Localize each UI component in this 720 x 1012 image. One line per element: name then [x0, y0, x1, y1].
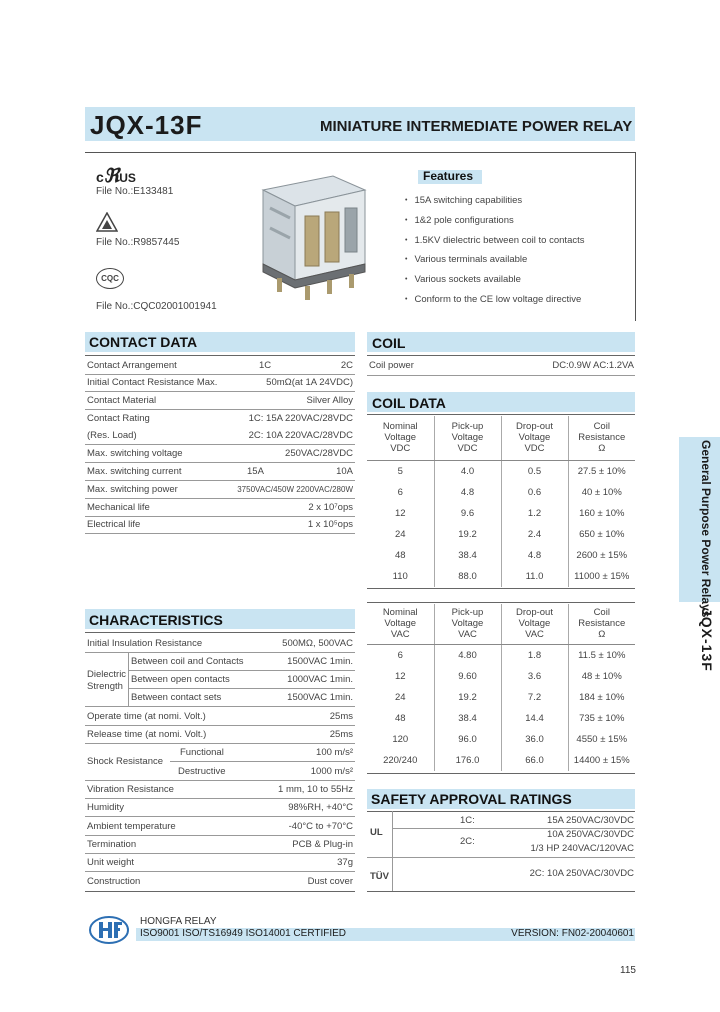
- insulation-resistance-row: Initial Insulation Resistance 500MΩ, 500VAC: [87, 638, 353, 649]
- table-row: 12 9.6 1.2 160 ± 10%: [367, 503, 635, 524]
- characteristics-title: CHARACTERISTICS: [89, 612, 223, 628]
- release-time-row: Release time (at nomi. Volt.) 25ms: [87, 729, 353, 740]
- company-name: HONGFA RELAY: [140, 916, 217, 927]
- table-row: 24 19.2 2.4 650 ± 10%: [367, 524, 635, 545]
- ul-2c-label: 2C:: [460, 836, 475, 847]
- table-row: 24 19.2 7.2 184 ± 10%: [367, 687, 635, 708]
- model-title: JQX-13F: [90, 110, 203, 140]
- feature-item: • 1&2 pole configurations: [405, 214, 514, 226]
- table-header-row: [367, 416, 635, 460]
- table-row: 120 96.0 36.0 4550 ± 15%: [367, 729, 635, 750]
- table-row: 6 4.80 1.8 11.5 ± 10%: [367, 644, 635, 666]
- ul-label: UL: [370, 827, 383, 838]
- contact-arrangement-row: Contact Arrangement 1C 2C: [87, 360, 353, 371]
- ul-logo: cℜUS: [96, 166, 136, 187]
- table-row: 48 38.4 14.4 735 ± 10%: [367, 708, 635, 729]
- coil-data-title: COIL DATA: [372, 395, 446, 411]
- feature-item: • 1.5KV dielectric between coil to contacts: [405, 234, 585, 246]
- ul-1c-value: 15A 250VAC/30VDC: [547, 815, 634, 826]
- col-coil-resistance: Coil Resistance Ω: [568, 416, 635, 460]
- col-nominal-voltage: Nominal Voltage VAC: [367, 604, 434, 644]
- col-dropout-voltage: Drop-out Voltage VAC: [501, 604, 568, 644]
- operate-time-row: Operate time (at nomi. Volt.) 25ms: [87, 711, 353, 722]
- certifications: ISO9001 ISO/TS16949 ISO14001 CERTIFIED: [140, 928, 347, 939]
- vibration-resistance-row: Vibration Resistance 1 mm, 10 to 55Hz: [87, 784, 353, 795]
- contact-rating-row: Contact Rating 1C: 15A 220VAC/28VDC: [87, 413, 353, 424]
- col-coil-resistance: Coil Resistance Ω: [568, 604, 635, 644]
- features-list: [405, 191, 585, 310]
- relay-product-image: [255, 168, 375, 303]
- table-header-row: [367, 604, 635, 644]
- contact-material-row: Contact Material Silver Alloy: [87, 395, 353, 406]
- tuv-value: 2C: 10A 250VAC/30VDC: [529, 868, 634, 879]
- contact-rating-res-load-row: (Res. Load) 2C: 10A 220VAC/28VDC: [87, 430, 353, 441]
- coil-data-dc-table: [367, 416, 635, 587]
- shock-destructive-row: Destructive 1000 m/s²: [178, 766, 353, 777]
- safety-title: SAFETY APPROVAL RATINGS: [371, 791, 572, 807]
- version: VERSION: FN02-20040601: [511, 928, 634, 939]
- feature-item: • Conform to the CE low voltage directive: [405, 293, 582, 305]
- cqc-logo: CQC: [96, 268, 124, 289]
- feature-item: • 15A switching capabilities: [405, 195, 523, 206]
- tuv-logo: [96, 212, 118, 232]
- features-title: Features: [423, 169, 474, 183]
- col-pickup-voltage: Pick-up Voltage VDC: [434, 416, 501, 460]
- tuv-file-number: File No.:R9857445: [96, 237, 180, 248]
- side-tab-model: JQX-13F: [699, 608, 715, 672]
- contact-data-title: CONTACT DATA: [89, 334, 198, 350]
- col-pickup-voltage: Pick-up Voltage VAC: [434, 604, 501, 644]
- max-switching-current-row: Max. switching current 15A 10A: [87, 466, 353, 477]
- table-row: 6 4.8 0.6 40 ± 10%: [367, 482, 635, 503]
- side-tab-category: General Purpose Power Relays: [699, 440, 713, 618]
- dielectric-strength-label: Dielectric Strength: [87, 669, 127, 692]
- dielectric-contact-sets-row: Between contact sets 1500VAC 1min.: [131, 692, 353, 703]
- tuv-label: TÜV: [370, 871, 389, 882]
- col-dropout-voltage: Drop-out Voltage VDC: [501, 416, 568, 460]
- unit-weight-row: Unit weight 37g: [87, 857, 353, 868]
- table-row: 5 4.0 0.5 27.5 ± 10%: [367, 460, 635, 482]
- electrical-life-row: Electrical life 1 x 10⁵ops: [87, 519, 353, 530]
- hongfa-logo: [88, 915, 130, 945]
- ambient-temperature-row: Ambient temperature -40°C to +70°C: [87, 821, 353, 832]
- feature-item: • Various terminals available: [405, 254, 528, 266]
- max-switching-voltage-row: Max. switching voltage 250VAC/28VDC: [87, 448, 353, 459]
- page-number: 115: [620, 965, 636, 976]
- coil-data-ac-table: [367, 604, 635, 771]
- ul-2c-value-2: 1/3 HP 240VAC/120VAC: [530, 843, 634, 854]
- contact-resistance-row: Initial Contact Resistance Max. 50mΩ(at 1A 24VDC): [87, 377, 353, 388]
- coil-band: [367, 332, 635, 352]
- mechanical-life-row: Mechanical life 2 x 10⁷ops: [87, 502, 353, 513]
- product-title: MINIATURE INTERMEDIATE POWER RELAY: [320, 118, 633, 135]
- table-row: 48 38.4 4.8 2600 ± 15%: [367, 545, 635, 566]
- shock-functional-row: Functional 100 m/s²: [180, 747, 353, 758]
- coil-title: COIL: [372, 335, 406, 351]
- humidity-row: Humidity 98%RH, +40°C: [87, 802, 353, 813]
- ul-1c-label: 1C:: [460, 815, 475, 826]
- feature-item: • Various sockets available: [405, 274, 521, 286]
- max-switching-power-row: Max. switching power 3750VAC/450W 2200VAC/280W: [87, 484, 353, 495]
- table-row: 110 88.0 11.0 11000 ± 15%: [367, 566, 635, 587]
- coil-power-row: Coil power DC:0.9W AC:1.2VA: [369, 360, 634, 371]
- ul-file-number: File No.:E133481: [96, 186, 174, 197]
- ul-2c-value-1: 10A 250VAC/30VDC: [547, 829, 634, 840]
- dielectric-open-contacts-row: Between open contacts 1000VAC 1min.: [131, 674, 353, 685]
- col-nominal-voltage: Nominal Voltage VDC: [367, 416, 434, 460]
- shock-resistance-label: Shock Resistance: [87, 756, 164, 767]
- termination-row: Termination PCB & Plug-in: [87, 839, 353, 850]
- dielectric-coil-contacts-row: Between coil and Contacts 1500VAC 1min.: [131, 656, 353, 667]
- table-row: 220/240 176.0 66.0 14400 ± 15%: [367, 750, 635, 771]
- table-row: 12 9.60 3.6 48 ± 10%: [367, 666, 635, 687]
- cqc-file-number: File No.:CQC02001001941: [96, 301, 217, 312]
- construction-row: Construction Dust cover: [87, 876, 353, 887]
